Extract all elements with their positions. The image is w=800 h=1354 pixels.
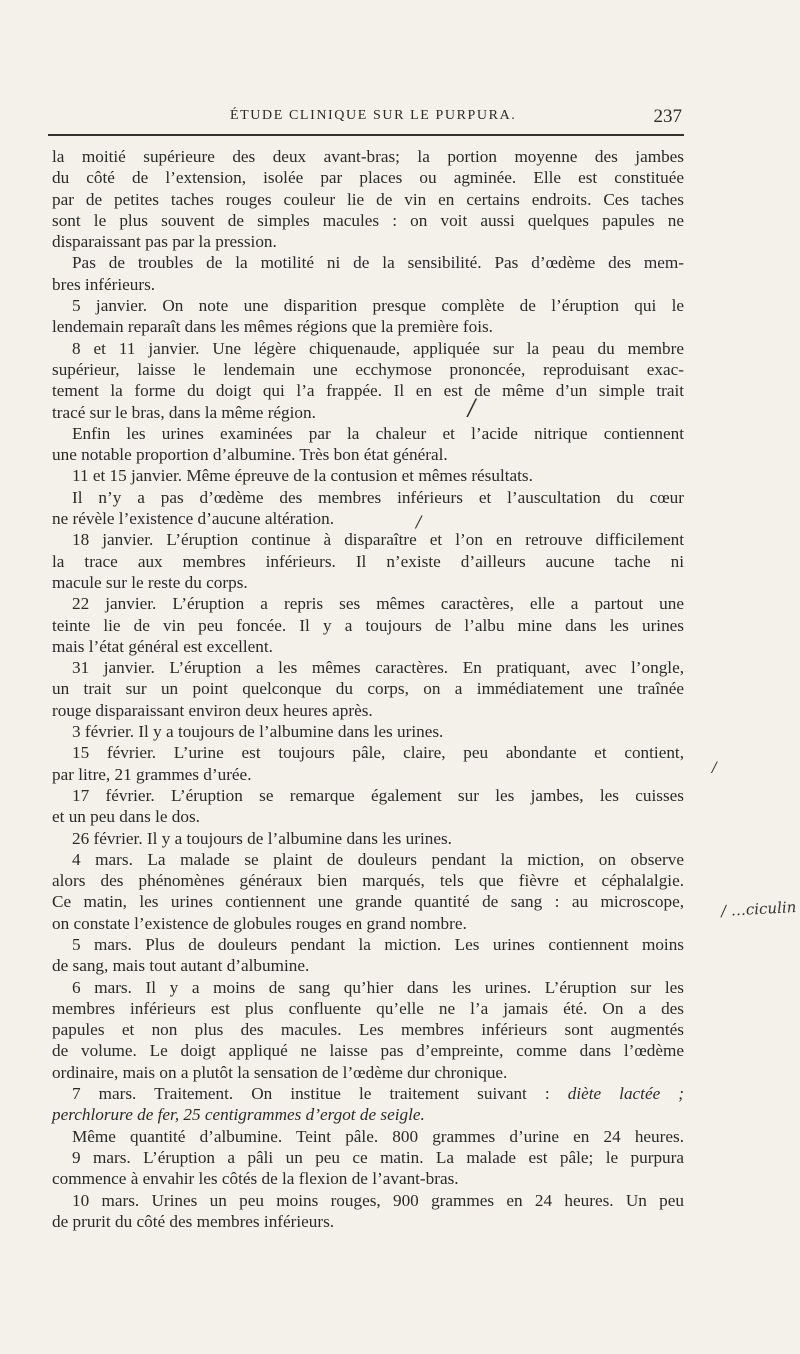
text-line: teinte lie de vin peu foncée. Il y a toujours de l’albu mine dans les urines [52,615,684,635]
text-line: bres inférieurs. [52,274,156,294]
text-line: Même quantité d’albumine. Teint pâle. 800 grammes d’urine en 24 heures. [72,1126,684,1146]
margin-handwriting: / …ciculin [720,898,797,920]
text-line: et un peu dans le dos. [52,807,200,827]
text-line: par litre, 21 grammes d’urée. [52,764,252,784]
text-line: 17 février. L’éruption se remarque également sur les jambes, les cuisses [72,785,684,805]
text-line: par de petites taches rouges couleur lie de vin en certains endroits. Ces taches [52,189,684,209]
italic-text: diète lactée ; [567,1084,684,1104]
text-line: Pas de troubles de la motilité ni de la sensibilité. Pas d’œdème des mem- [72,253,684,273]
text-line: on constate l’existence de globules rouges en grand nombre. [52,913,467,933]
text-line: 9 mars. L’éruption a pâli un peu ce matin. La malade est pâle; le purpura [72,1147,684,1167]
text-line: alors des phénomènes généraux bien marqués, tels que fièvre et céphalalgie. [52,871,684,891]
text-line: commence à envahir les côtés de la flexion de l’avant-bras. [52,1169,459,1189]
text-line: rouge disparaissant environ deux heures après. [52,700,373,720]
text-line: 10 mars. Urines un peu moins rouges, 900 grammes en 24 heures. Un peu [72,1190,684,1210]
pencil-mark: / [416,512,422,531]
text-line: une notable proportion d’albumine. Très bon état général. [52,445,448,465]
text-line: supérieur, laisse le lendemain une ecchymose prononcée, reproduisant exac- [52,359,684,379]
page-number: 237 [653,106,682,127]
header-rule [48,134,684,136]
text-line: un trait sur un point quelconque du corps, on a immédiatement une traînée [52,679,684,699]
text-line: 26 février. Il y a toujours de l’albumine dans les urines. [72,828,452,848]
text-line: de sang, mais tout autant d’albumine. [52,956,310,976]
text-line: 7 mars. Traitement. On institue le traitement suivant : diète lactée ; [72,1084,684,1104]
running-title: ÉTUDE CLINIQUE SUR LE PURPURA. [230,108,517,123]
italic-text: perchlorure de fer, 25 centigrammes d’ergot de seigle. [52,1105,425,1125]
page-header [52,106,684,130]
text-line: 4 mars. La malade se plaint de douleurs pendant la miction, on observe [72,849,684,869]
text-line: 18 janvier. L’éruption continue à disparaître et l’on en retrouve difficilement [72,530,684,550]
text-line: 3 février. Il y a toujours de l’albumine dans les urines. [72,722,444,742]
text-line [52,1104,684,1125]
text-line: 15 février. L’urine est toujours pâle, claire, peu abondante et contient, [72,743,684,763]
text-line: lendemain reparaît dans les mêmes régions que la première fois. [52,317,493,337]
pencil-mark: / [712,760,717,776]
text-line: tracé sur le bras, dans la même région. [52,402,316,422]
text-line: mais l’état général est excellent. [52,636,273,656]
text-line: ordinaire, mais on a plutôt la sensation de l’œdème dur chronique. [52,1062,508,1082]
text-line: membres inférieurs est plus confluente qu’elle ne l’a jamais été. On a des [52,998,684,1018]
text-line: tement la forme du doigt qui l’a frappée. Il en est de même d’un simple trait [52,381,684,401]
text-line: macule sur le reste du corps. [52,572,248,592]
text-line: Ce matin, les urines contiennent une grande quantité de sang : au microscope, [52,892,684,912]
text-line: Enfin les urines examinées par la chaleur et l’acide nitrique contiennent [72,423,684,443]
text-line: du côté de l’extension, isolée par places ou agminée. Elle est constituée [52,168,684,188]
pencil-mark: / [468,396,476,421]
text-line: la trace aux membres inférieurs. Il n’existe d’ailleurs aucune tache ni [52,551,684,571]
text-line: Il n’y a pas d’œdème des membres inférieurs et l’auscultation du cœur [72,487,684,507]
text-line: 5 mars. Plus de douleurs pendant la miction. Les urines contiennent moins [72,934,684,954]
text-line: ne révèle l’existence d’aucune altération. [52,509,335,529]
text-line: la moitié supérieure des deux avant-bras; la portion moyenne des jambes [52,147,684,166]
text-line: sont le plus souvent de simples macules : on voit aussi quelques papules ne [52,210,684,230]
text-line: papules et non plus des macules. Les membres inférieurs sont augmentés [52,1020,684,1040]
text-line: de prurit du côté des membres inférieurs. [52,1211,335,1231]
text-line: 6 mars. Il y a moins de sang qu’hier dans les urines. L’éruption sur les [72,977,684,997]
body-text [52,146,684,1232]
text-line: 31 janvier. L’éruption a les mêmes caractères. En pratiquant, avec l’ongle, [72,658,684,678]
text-line: 5 janvier. On note une disparition presque complète de l’éruption qui le [72,296,684,316]
text-line: 22 janvier. L’éruption a repris ses mêmes caractères, elle a partout une [72,594,684,614]
text-line: 8 et 11 janvier. Une légère chiquenaude, appliquée sur la peau du membre [72,338,684,358]
text-line: 11 et 15 janvier. Même épreuve de la contusion et mêmes résultats. [72,466,533,486]
text-line: disparaissant pas par la pression. [52,232,277,252]
text-line: de volume. Le doigt appliqué ne laisse pas d’empreinte, comme dans l’œdème [52,1041,684,1061]
